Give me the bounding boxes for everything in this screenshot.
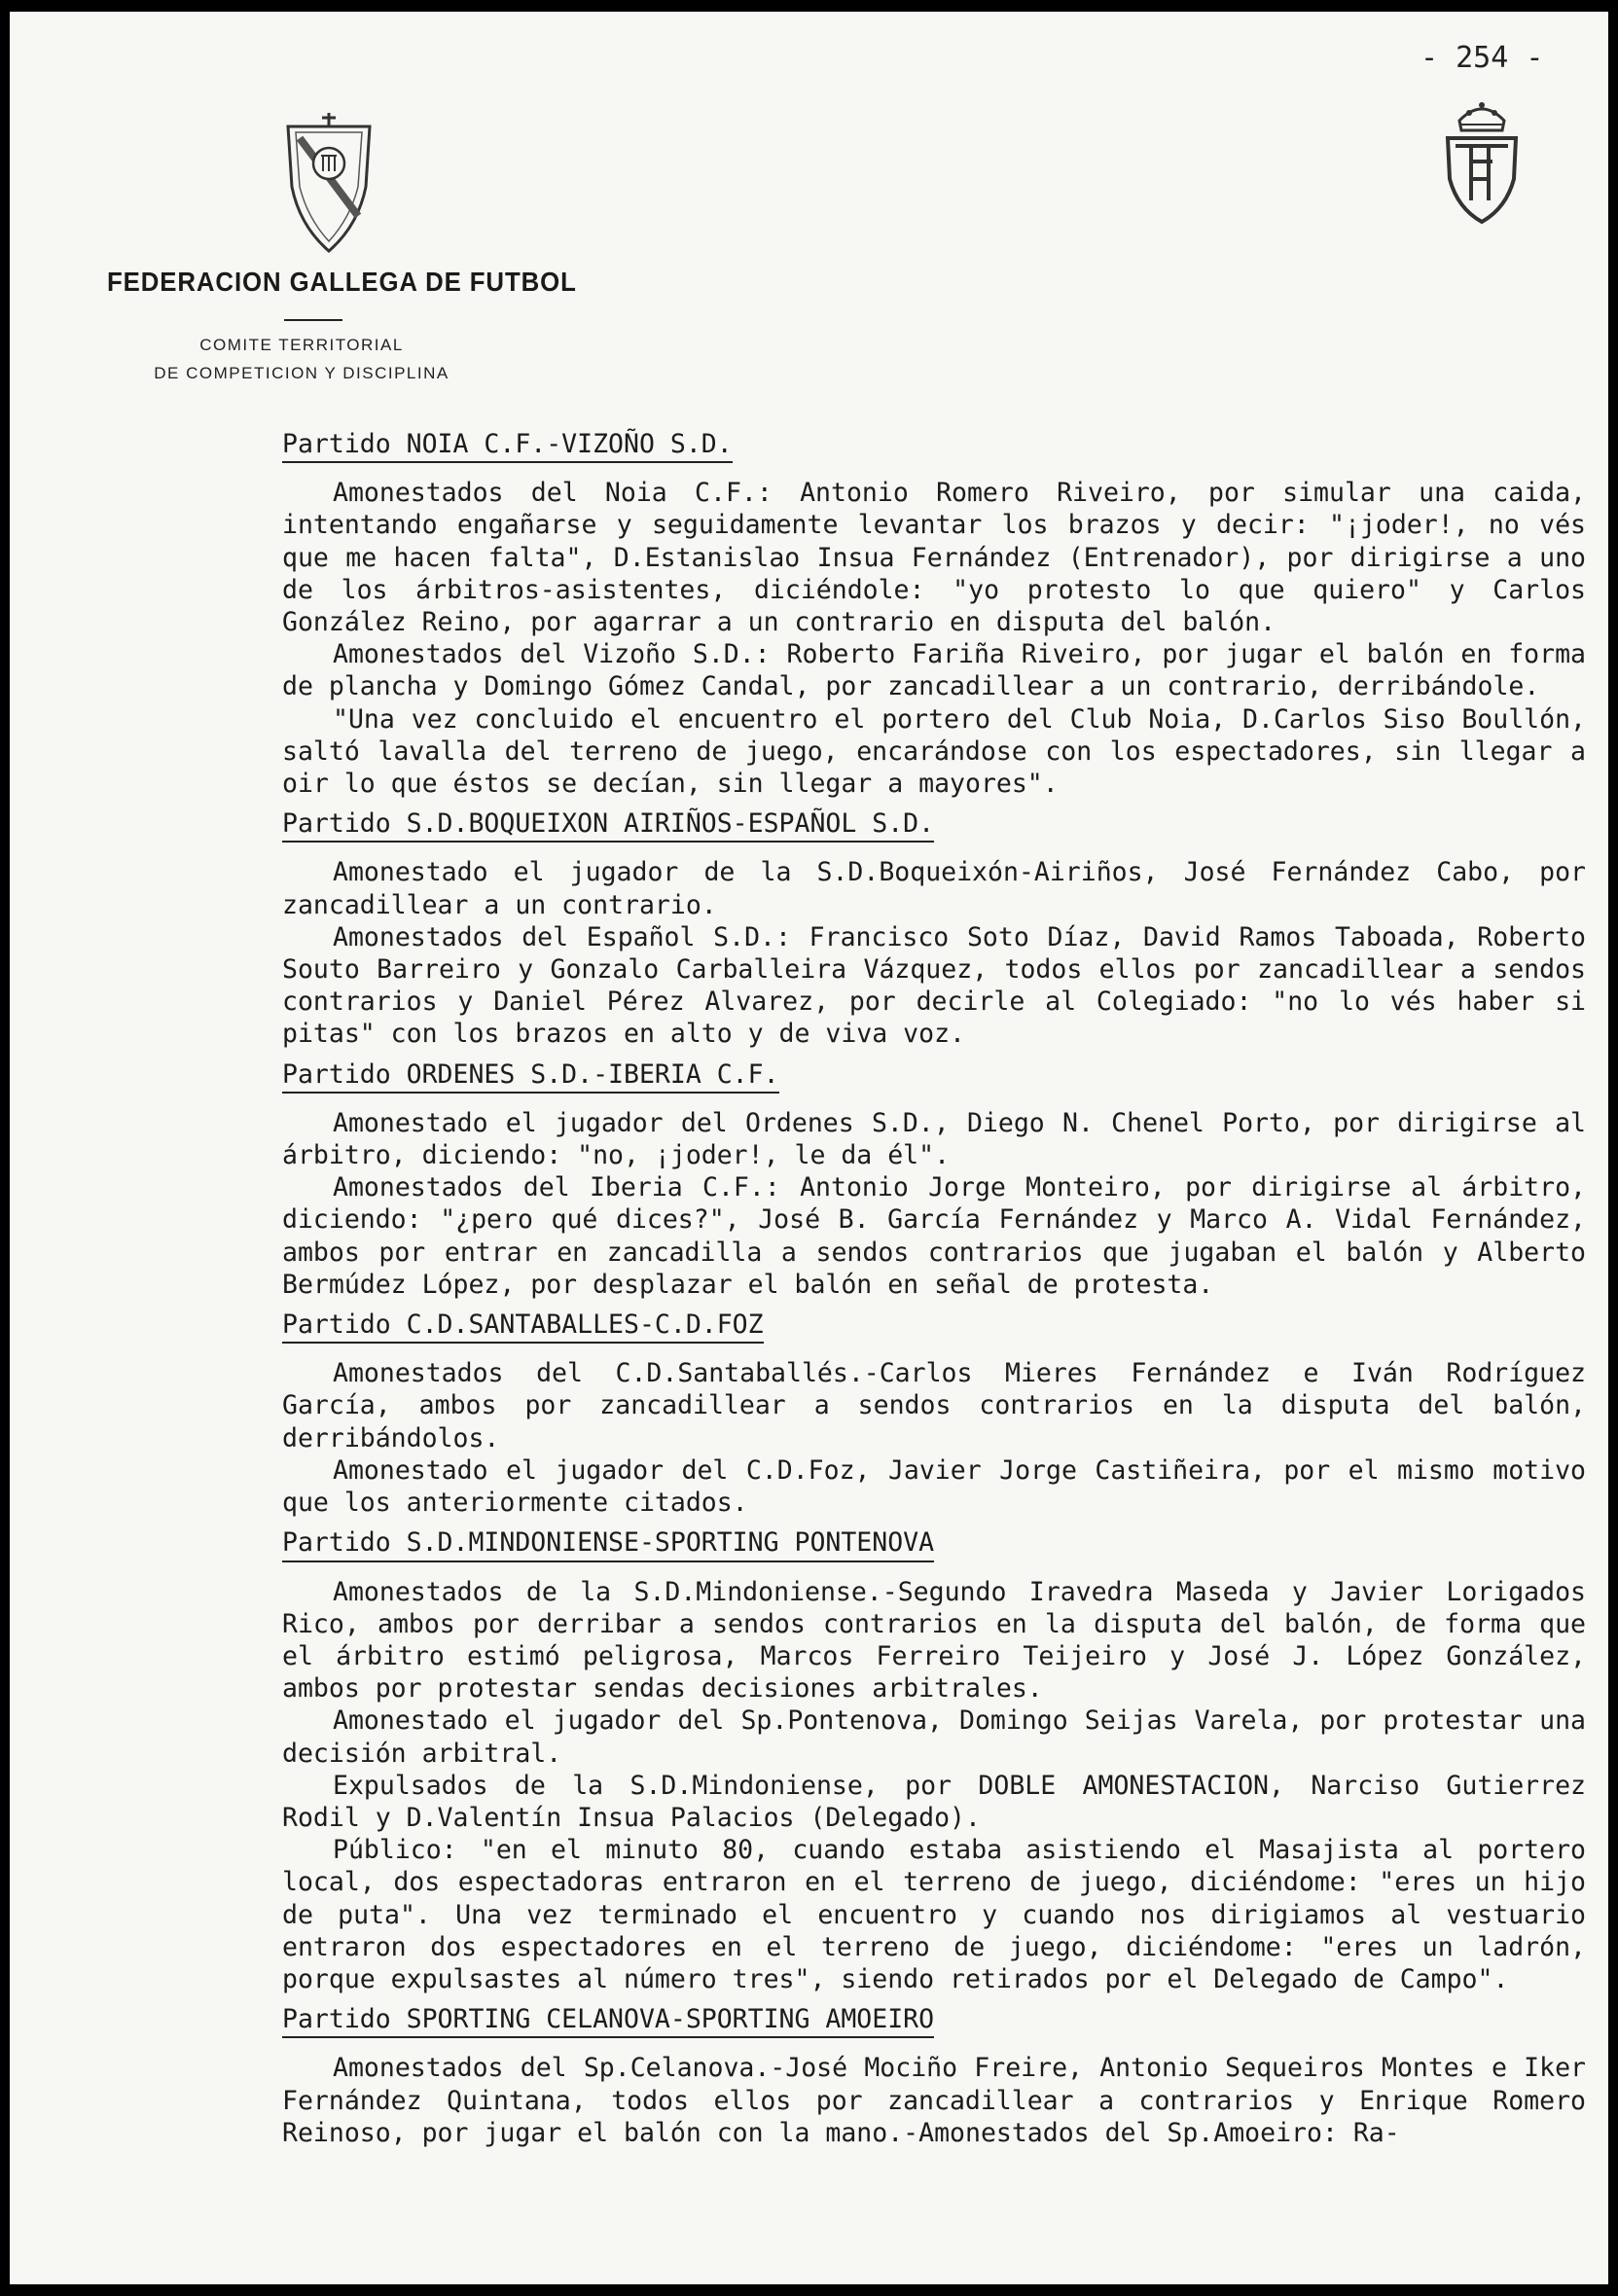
paragraph: Amonestado el jugador de la S.D.Boqueixón-Airiños, José Fernández Cabo, por zancadillear a un contrario. xyxy=(282,857,1586,920)
paragraph: Amonestados de la S.D.Mindoniense.-Segundo Iravedra Maseda y Javier Lorigados Rico, ambos por derribar a sendos contrarios en la disputa del balón, de forma que el árbitro estimó peligrosa, Marcos Ferreiro Teijeiro y José J. López González, ambos por protestar sendas decisiones arbitrales. xyxy=(282,1576,1586,1704)
match-section xyxy=(282,806,1586,1050)
rfef-crest-icon xyxy=(1438,91,1526,228)
match-heading: Partido S.D.MINDONIENSE-SPORTING PONTENOVA xyxy=(282,1526,934,1561)
match-heading: Partido S.D.BOQUEIXON AIRIÑOS-ESPAÑOL S.D. xyxy=(282,807,934,843)
paragraph: Amonestado el jugador del Sp.Pontenova, Domingo Seijas Varela, por protestar una decisión arbitral. xyxy=(282,1705,1586,1769)
paragraph: Amonestados del Español S.D.: Francisco Soto Díaz, David Ramos Taboada, Roberto Souto Barreiro y Gonzalo Carballeira Vázquez, todos ellos por zancadillear a sendos contrarios y Daniel Pérez Alvarez, por decirle al Colegiado: "no lo vés haber si pitas" con los brazos en alto y de viva voz. xyxy=(282,921,1586,1050)
paragraph: Amonestados del Vizoño S.D.: Roberto Fariña Riveiro, por jugar el balón en forma de plancha y Domingo Gómez Candal, por zancadillear a un contrario, derribándole. xyxy=(282,639,1586,702)
paragraph: "Una vez concluido el encuentro el portero del Club Noia, D.Carlos Siso Boullón, saltó lavalla del terreno de juego, encarándose con los espectadores, sin llegar a oir lo que éstos se decían, sin llegar a mayores". xyxy=(282,703,1586,800)
paragraph: Amonestados del Noia C.F.: Antonio Romero Riveiro, por simular una caida, intentando engañarse y seguidamente levantar los brazos y decir: "¡joder!, no vés que me hacen falta", D.Estanislao Insua Fernández (Entrenador), por dirigirse a uno de los árbitros-asistentes, diciéndole: "yo protesto lo que quiero" y Carlos González Reino, por agarrar a un contrario en disputa del balón. xyxy=(282,478,1586,638)
page-number: - 254 - xyxy=(1420,41,1544,75)
paragraph: Amonestados del C.D.Santaballés.-Carlos Mieres Fernández e Iván Rodríguez García, ambos por zancadillear a sendos contrarios en la disputa del balón, derribándolos. xyxy=(282,1358,1586,1453)
match-section xyxy=(282,1057,1586,1301)
match-section xyxy=(282,1307,1586,1519)
document-page xyxy=(10,12,1608,2284)
match-heading: Partido NOIA C.F.-VIZOÑO S.D. xyxy=(282,428,733,463)
match-heading: Partido SPORTING CELANOVA-SPORTING AMOEIRO xyxy=(282,2003,934,2038)
committee-line-2: DE COMPETICION Y DISCIPLINA xyxy=(154,364,449,382)
match-section xyxy=(282,1525,1586,1995)
paragraph: Amonestados del Sp.Celanova.-José Mociño Freire, Antonio Sequeiros Montes e Iker Fernández Quintana, todos ellos por zancadillear a contrarios y Enrique Romero Reinoso, por jugar el balón con la mano.-Amonestados del Sp.Amoeiro: Ra- xyxy=(282,2053,1586,2148)
paragraph: Público: "en el minuto 80, cuando estaba asistiendo el Masajista al portero local, dos espectadoras entraron en el terreno de juego, diciéndome: "eres un hijo de puta". Una vez terminado el encuentro y cuando nos dirigiamos al vestuario entraron dos espectadores en el terreno de juego, diciéndome: "eres un ladrón, porque expulsastes al número tres", siendo retirados por el Delegado de Campo". xyxy=(282,1835,1586,1994)
org-name: FEDERACION GALLEGA DE FUTBOL xyxy=(107,267,577,297)
paragraph: Amonestado el jugador del C.D.Foz, Javier Jorge Castiñeira, por el mismo motivo que los anteriormente citados. xyxy=(282,1454,1586,1519)
match-section xyxy=(282,426,1586,800)
letterhead-divider xyxy=(284,319,342,321)
federation-shield-icon xyxy=(280,109,378,255)
match-heading: Partido ORDENES S.D.-IBERIA C.F. xyxy=(282,1058,779,1094)
paragraph: Expulsados de la S.D.Mindoniense, por DOBLE AMONESTACION, Narciso Gutierrez Rodil y D.Valentín Insua Palacios (Delegado). xyxy=(282,1770,1586,1833)
document-body xyxy=(282,420,1586,2155)
match-section xyxy=(282,2001,1586,2149)
committee-line-1: COMITE TERRITORIAL xyxy=(199,336,404,354)
paragraph: Amonestados del Iberia C.F.: Antonio Jorge Monteiro, por dirigirse al árbitro, diciendo: "¿pero qué dices?", José B. García Fernández y Marco A. Vidal Fernández, ambos por entrar en zancadilla a sendos contrarios que jugaban el balón y Alberto Bermúdez López, por desplazar el balón en señal de protesta. xyxy=(282,1172,1586,1300)
paragraph: Amonestado el jugador del Ordenes S.D., Diego N. Chenel Porto, por dirigirse al árbitro, diciendo: "no, ¡joder!, le da él". xyxy=(282,1107,1586,1171)
match-heading: Partido C.D.SANTABALLES-C.D.FOZ xyxy=(282,1309,764,1344)
